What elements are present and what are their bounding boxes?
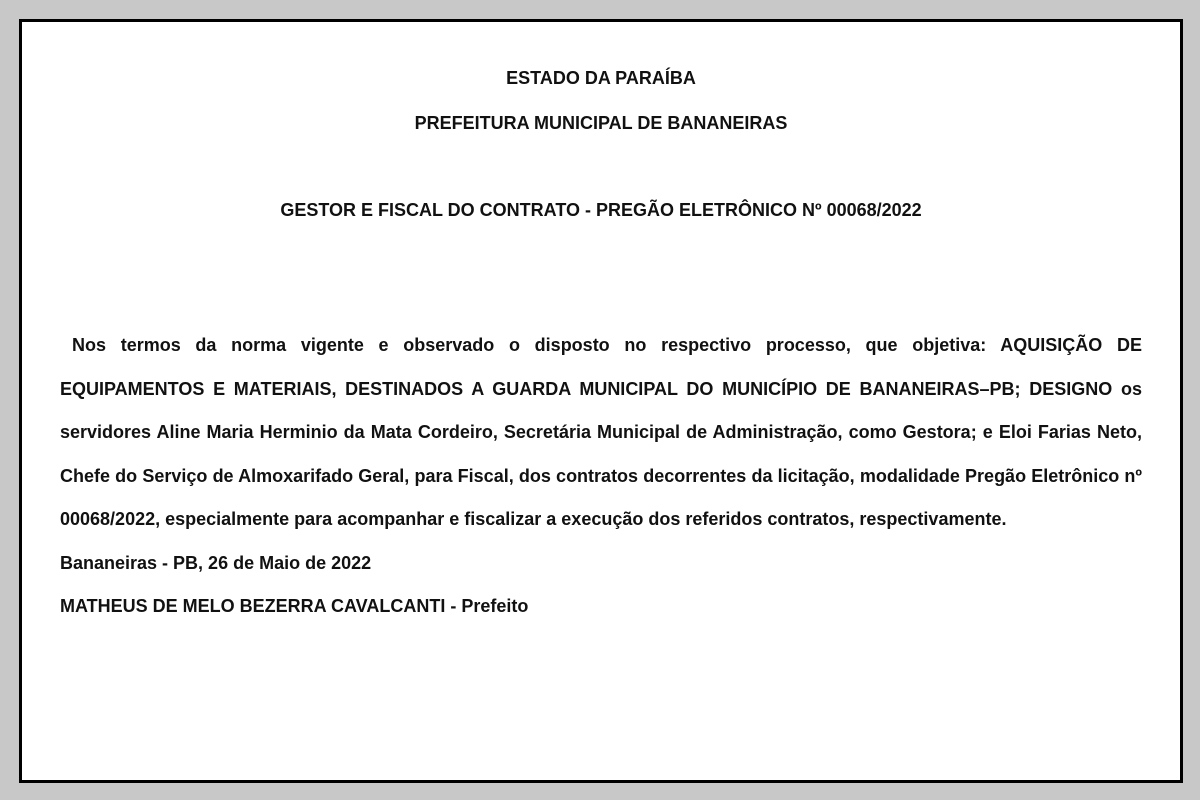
municipality-heading: PREFEITURA MUNICIPAL DE BANANEIRAS: [414, 113, 788, 133]
body-paragraph: Nos termos da norma vigente e observado o disposto no respectivo processo, que objetiva: AQUISIÇÃO DE EQUIPAMENTOS E MATERIAIS, DESTINADOS A GUARDA MUNICIPAL DO MUNICÍPIO DE BANANEIRAS–PB; DESIGNO os servidores Aline Maria Herminio da Mata Cordeiro, Secretária Municipal de Administração, como Gestora; e Eloi Farias Neto, Chefe do Serviço de Almoxarifado Geral, para Fiscal, dos contratos decorrentes da licitação, modalidade Pregão Eletrônico nº 00068/2022, especialmente para acompanhar e fiscalizar a execução dos referidos contratos, respectivamente.: [60, 335, 1142, 529]
signature-line: MATHEUS DE MELO BEZERRA CAVALCANTI - Prefeito: [60, 596, 529, 616]
place-date: Bananeiras - PB, 26 de Maio de 2022: [60, 552, 372, 573]
document-page: [19, 19, 1183, 783]
state-heading: ESTADO DA PARAÍBA: [506, 68, 696, 88]
document-body: [60, 324, 1142, 629]
document-title: GESTOR E FISCAL DO CONTRATO - PREGÃO ELETRÔNICO Nº 00068/2022: [280, 200, 922, 220]
